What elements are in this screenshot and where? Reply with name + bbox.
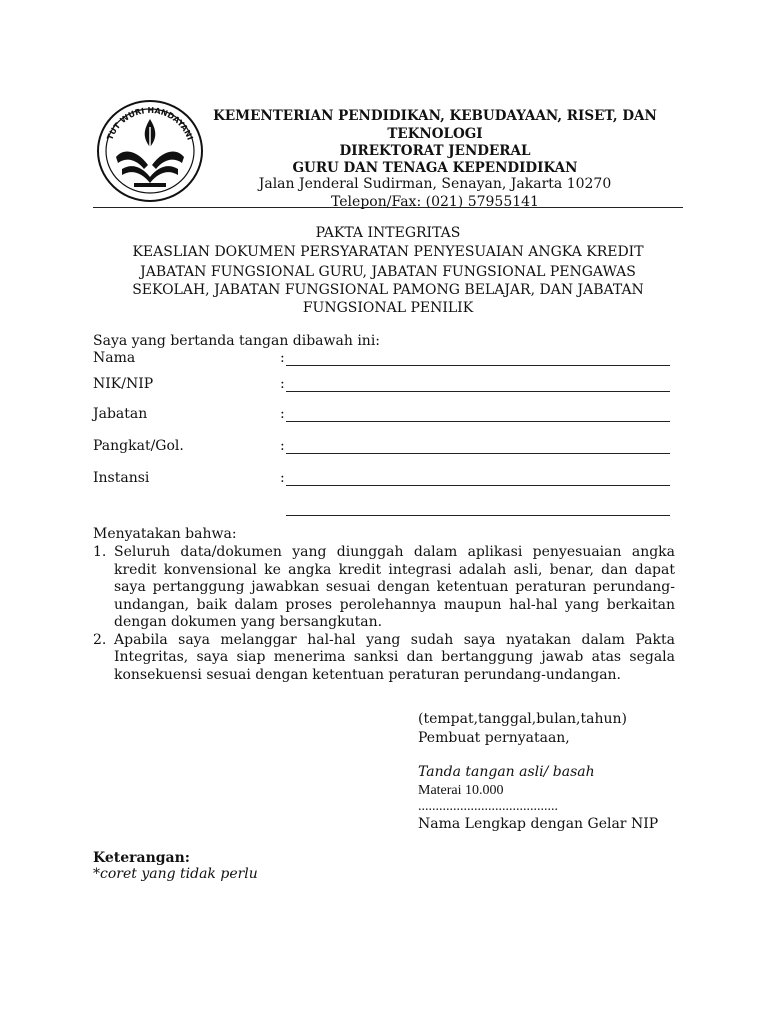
notes-title: Keterangan: [93,850,190,866]
list-text: Apabila saya melanggar hal-hal yang sudah saya nyatakan dalam Pakta Integritas, saya siap menerima sanksi dan bertanggung jawab atas segala konsekuensi sesuai dengan ketentuan peraturan perundang-undangan. [114,631,675,683]
field-line-instansi-cont[interactable] [286,515,670,516]
document-title: PAKTA INTEGRITAS [315,225,461,241]
letterhead-divider [93,207,683,208]
list-item [93,632,675,685]
place-date: (tempat,tanggal,bulan,tahun) [418,711,627,727]
ministry-name: KEMENTERIAN PENDIDIKAN, KEBUDAYAAN, RISET, DAN [213,108,657,124]
address: Jalan Jenderal Sudirman, Senayan, Jakarta 10270 [258,176,612,192]
field-colon: : [280,376,285,392]
field-line-nama[interactable] [286,365,670,366]
title-line-4: FUNGSIONAL PENILIK [302,300,474,316]
field-label-nama: Nama [93,350,136,366]
notes-text: *coret yang tidak perlu [93,866,258,882]
field-colon: : [280,470,285,486]
field-colon: : [280,438,285,454]
field-line-instansi[interactable] [286,485,670,486]
list-number: 1. [93,544,107,560]
field-label-instansi: Instansi [93,470,150,486]
signature-dots: ........................................ [418,799,558,814]
signature-note: Tanda tangan asli/ basah [418,764,595,780]
title-line-2: JABATAN FUNGSIONAL GURU, JABATAN FUNGSIONAL PENGAWAS [140,264,636,280]
statement-maker: Pembuat pernyataan, [418,730,570,746]
field-label-nik: NIK/NIP [93,376,154,392]
field-line-pangkat[interactable] [286,453,670,454]
ministry-name-cont: TEKNOLOGI [387,126,483,142]
field-label-jabatan: Jabatan [93,406,148,422]
field-colon: : [280,350,285,366]
field-line-jabatan[interactable] [286,421,670,422]
field-line-nik[interactable] [286,391,670,392]
directorate-name: DIREKTORAT JENDERAL [339,143,531,159]
full-name-line: Nama Lengkap dengan Gelar NIP [418,816,659,832]
title-line-1: KEASLIAN DOKUMEN PERSYARATAN PENYESUAIAN ANGKA KREDIT [132,244,644,260]
list-number: 2. [93,631,107,648]
statement-intro: Menyatakan bahwa: [93,526,237,542]
phone: Telepon/Fax: (021) 57955141 [331,194,539,210]
ministry-logo [94,97,206,203]
logo-motto: TUT WURI HANDAYANI [105,105,195,142]
division-name: GURU DAN TENAGA KEPENDIDIKAN [292,160,578,176]
statement-list [93,544,675,684]
list-text: Seluruh data/dokumen yang diunggah dalam aplikasi penyesuaian angka kredit konvensional ke angka kredit integrasi adalah asli, benar, dan dapat saya pertanggung jawabkan sesuai dengan ketentuan peraturan perundang-undangan, baik dalam proses perolehannya maupun hal-hal yang berkaitan dengan dokumen yang bersangkutan. [114,544,675,630]
title-line-3: SEKOLAH, JABATAN FUNGSIONAL PAMONG BELAJAR, DAN JABATAN [132,282,644,298]
stamp-duty: Materai 10.000 [418,783,504,798]
field-colon: : [280,406,285,422]
form-intro: Saya yang bertanda tangan dibawah ini: [93,333,381,349]
list-item [93,544,675,632]
field-label-pangkat: Pangkat/Gol. [93,438,184,454]
